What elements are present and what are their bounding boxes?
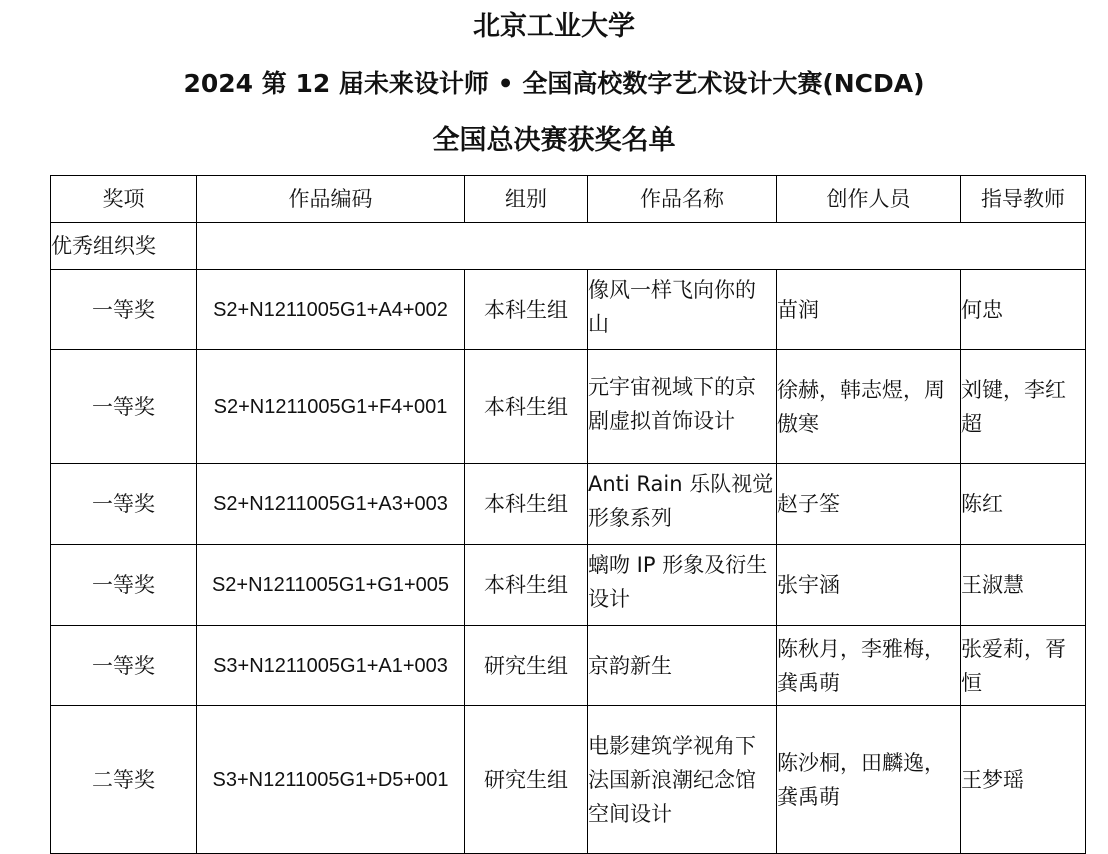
- award-cell: 一等奖: [51, 545, 197, 626]
- table-header-row: [51, 176, 1086, 223]
- table-row: [51, 350, 1086, 464]
- work-title-cell: 京韵新生: [588, 626, 777, 706]
- group-cell: 本科生组: [465, 270, 588, 350]
- university-title: 北京工业大学: [473, 11, 635, 42]
- group-cell: 本科生组: [465, 464, 588, 545]
- work-title-cell: [588, 545, 777, 626]
- creators-cell: 陈秋月，李雅梅，龚禹萌: [777, 626, 961, 706]
- work-title-cell: [588, 464, 777, 545]
- advisor-cell: 王梦瑶: [961, 706, 1086, 854]
- creators-cell: 张宇涵: [777, 545, 961, 626]
- work-title-text: Anti Rain 乐队视觉形象系列: [588, 472, 774, 530]
- table-row: [51, 270, 1086, 350]
- group-cell: 本科生组: [465, 545, 588, 626]
- table-row: [51, 464, 1086, 545]
- work-title-text: 像风一样飞向你的山: [588, 277, 756, 336]
- table-row: [51, 545, 1086, 626]
- group-cell: 本科生组: [465, 350, 588, 464]
- award-cell: 一等奖: [51, 270, 197, 350]
- work-title-text: 螭吻 IP 形象及衍生设计: [588, 553, 768, 611]
- advisor-cell: 刘键，李红超: [961, 350, 1086, 464]
- work-title-cell: [588, 350, 777, 464]
- section-row: [51, 223, 1086, 270]
- award-cell: 一等奖: [51, 350, 197, 464]
- group-cell: 研究生组: [465, 706, 588, 854]
- header-creators: 创作人员: [777, 176, 961, 223]
- header-award: 奖项: [51, 176, 197, 223]
- group-cell: 研究生组: [465, 626, 588, 706]
- advisor-cell: 张爱莉，胥恒: [961, 626, 1086, 706]
- header-group: 组别: [465, 176, 588, 223]
- work-title-cell: [588, 270, 777, 350]
- award-cell: 一等奖: [51, 626, 197, 706]
- section-empty: [197, 223, 1086, 270]
- creators-cell: 陈沙桐，田麟逸，龚禹萌: [777, 706, 961, 854]
- table-row: [51, 626, 1086, 706]
- awards-table: [50, 175, 1086, 854]
- competition-title: 2024 第 12 届未来设计师 • 全国高校数字艺术设计大赛(NCDA): [183, 69, 925, 98]
- advisor-cell: 陈红: [961, 464, 1086, 545]
- header-code: 作品编码: [197, 176, 465, 223]
- work-title-text: 元宇宙视域下的京剧虚拟首饰设计: [588, 374, 756, 433]
- code-cell: S3+N1211005G1+A1+003: [197, 626, 465, 706]
- advisor-cell: 何忠: [961, 270, 1086, 350]
- award-cell: 二等奖: [51, 706, 197, 854]
- code-cell: S3+N1211005G1+D5+001: [197, 706, 465, 854]
- code-cell: S2+N1211005G1+A4+002: [197, 270, 465, 350]
- work-title-cell: 电影建筑学视角下法国新浪潮纪念馆空间设计: [588, 706, 777, 854]
- creators-cell: 赵子筌: [777, 464, 961, 545]
- award-cell: 一等奖: [51, 464, 197, 545]
- header-work-title: 作品名称: [588, 176, 777, 223]
- code-cell: S2+N1211005G1+G1+005: [197, 545, 465, 626]
- table-row: [51, 706, 1086, 854]
- creators-cell: 苗润: [777, 270, 961, 350]
- code-cell: S2+N1211005G1+A3+003: [197, 464, 465, 545]
- creators-cell: 徐赫，韩志煜，周傲寒: [777, 350, 961, 464]
- header-advisor: 指导教师: [961, 176, 1086, 223]
- advisor-cell: 王淑慧: [961, 545, 1086, 626]
- section-label: 优秀组织奖: [51, 223, 197, 270]
- list-title: 全国总决赛获奖名单: [432, 125, 676, 156]
- code-cell: S2+N1211005G1+F4+001: [197, 350, 465, 464]
